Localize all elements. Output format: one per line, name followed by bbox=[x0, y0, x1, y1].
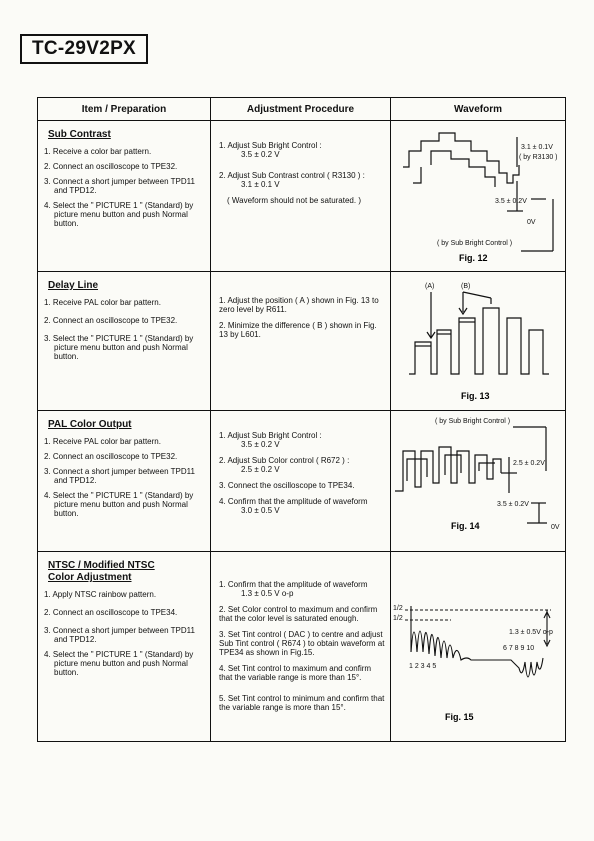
label-d: 0V bbox=[527, 219, 536, 226]
header-waveform: Waveform bbox=[391, 98, 566, 121]
figure-label: Fig. 14 bbox=[451, 521, 480, 531]
procedure-step: 3. Connect the oscilloscope to TPE34. bbox=[219, 481, 355, 490]
label-d: 6 7 8 9 10 bbox=[503, 645, 535, 652]
item-cell bbox=[38, 411, 211, 552]
waveform-cell bbox=[391, 121, 566, 272]
step: 3. Connect a short jumper between TPD11 and TPD12. bbox=[44, 626, 195, 644]
section-title: PAL Color Output bbox=[48, 419, 132, 430]
waveform-figure-12 bbox=[391, 121, 566, 271]
label-c: 3.5 ± 0.2V bbox=[495, 198, 527, 205]
procedure-cell bbox=[211, 121, 391, 272]
procedure-cell bbox=[211, 552, 391, 742]
procedure-step: 4. Confirm that the amplitude of waveform 3.0 ± 0.5 V bbox=[219, 497, 368, 515]
waveform-cell bbox=[391, 411, 566, 552]
waveform-figure-14 bbox=[391, 411, 566, 551]
procedure-step: 2. Set Color control to maximum and confirm that the color level is saturated enough. bbox=[219, 605, 378, 623]
figure-label: Fig. 12 bbox=[459, 253, 488, 263]
step: 2. Connect an oscilloscope to TPE32. bbox=[44, 316, 178, 325]
figure-label: Fig. 15 bbox=[445, 712, 474, 722]
label-c: 3.5 ± 0.2V bbox=[497, 501, 529, 508]
adjustment-table bbox=[37, 97, 566, 742]
procedure-step: 1. Adjust the position ( A ) shown in Fig. 13 to zero level by R611. bbox=[219, 296, 379, 314]
procedure-step: 1. Confirm that the amplitude of waveform 1.3 ± 0.5 V o-p bbox=[219, 580, 368, 598]
waveform-figure-13 bbox=[391, 272, 566, 410]
procedure-cell bbox=[211, 272, 391, 411]
label-a: 1/2 bbox=[393, 605, 403, 612]
row-sub-contrast bbox=[38, 121, 566, 272]
label-c: 1.3 ± 0.5V o-p bbox=[509, 629, 553, 636]
procedure-step: 1. Adjust Sub Bright Control : 3.5 ± 0.2 V bbox=[219, 431, 322, 449]
procedure-cell bbox=[211, 411, 391, 552]
procedure-step: 3. Set Tint control ( DAC ) to centre and adjust Sub Tint control ( R674 ) to obtain waveform at TPE34 as shown in Fig.15. bbox=[219, 630, 385, 657]
label-b: (B) bbox=[461, 283, 471, 290]
step-list bbox=[38, 590, 210, 677]
model-number: TC-29V2PX bbox=[20, 34, 148, 64]
header-row bbox=[38, 98, 566, 121]
header-item: Item / Preparation bbox=[38, 98, 211, 121]
label-e: ( by Sub Bright Control ) bbox=[437, 240, 513, 247]
procedure-step: 5. Set Tint control to minimum and confirm that the variable range is more than 15°. bbox=[219, 694, 385, 712]
label-b: ( by R3130 ) bbox=[519, 154, 558, 161]
section-title: Delay Line bbox=[48, 280, 99, 291]
label-a: 3.1 ± 0.1V bbox=[521, 144, 553, 151]
procedure-step: 2. Adjust Sub Contrast control ( R3130 ) : 3.1 ± 0.1 V bbox=[219, 171, 365, 189]
item-cell bbox=[38, 272, 211, 411]
section-title: NTSC / Modified NTSC Color Adjustment bbox=[48, 560, 155, 583]
step: 3. Connect a short jumper between TPD11 and TPD12. bbox=[44, 177, 195, 195]
item-cell bbox=[38, 121, 211, 272]
item-cell bbox=[38, 552, 211, 742]
row-delay-line bbox=[38, 272, 566, 411]
step: 1. Receive PAL color bar pattern. bbox=[44, 298, 161, 307]
label-b: 1/2 bbox=[393, 615, 403, 622]
procedure-step: 1. Adjust Sub Bright Control : 3.5 ± 0.2 V bbox=[219, 141, 322, 159]
label-b: 2.5 ± 0.2V bbox=[513, 460, 545, 467]
figure-label: Fig. 13 bbox=[461, 391, 490, 401]
step: 2. Connect an oscilloscope to TPE32. bbox=[44, 452, 178, 461]
procedure-step: 2. Minimize the difference ( B ) shown in Fig. 13 by L601. bbox=[219, 321, 377, 339]
step: 3. Connect a short jumper between TPD11 and TPD12. bbox=[44, 467, 195, 485]
step-list bbox=[38, 147, 210, 228]
step: 2. Connect an oscilloscope to TPE32. bbox=[44, 162, 178, 171]
step-list bbox=[38, 298, 210, 361]
label-a: ( by Sub Bright Control ) bbox=[435, 418, 511, 425]
label-a: (A) bbox=[425, 283, 435, 290]
procedure-step: 2. Adjust Sub Color control ( R672 ) : 2.5 ± 0.2 V bbox=[219, 456, 350, 474]
procedure-step: 4. Set Tint control to maximum and confirm that the variable range is more than 15°. bbox=[219, 664, 372, 682]
step-list bbox=[38, 437, 210, 518]
step: 4. Select the " PICTURE 1 " (Standard) by picture menu button and push Normal button. bbox=[44, 650, 194, 677]
label-d: 0V bbox=[551, 524, 560, 531]
step: 4. Select the " PICTURE 1 " (Standard) by picture menu button and push Normal button. bbox=[44, 491, 194, 518]
section-title: Sub Contrast bbox=[48, 129, 111, 140]
step: 1. Receive a color bar pattern. bbox=[44, 147, 152, 156]
waveform-figure-15 bbox=[391, 552, 566, 740]
waveform-cell bbox=[391, 552, 566, 742]
waveform-cell bbox=[391, 272, 566, 411]
step: 2. Connect an oscilloscope to TPE34. bbox=[44, 608, 178, 617]
header-procedure: Adjustment Procedure bbox=[211, 98, 391, 121]
step: 1. Apply NTSC rainbow pattern. bbox=[44, 590, 157, 599]
row-pal-color-output bbox=[38, 411, 566, 552]
row-ntsc-color-adjustment bbox=[38, 552, 566, 742]
label-e: 1 2 3 4 5 bbox=[409, 663, 437, 670]
step: 3. Select the " PICTURE 1 " (Standard) by picture menu button and push Normal button. bbox=[44, 334, 194, 361]
procedure-note: ( Waveform should not be saturated. ) bbox=[227, 196, 361, 205]
step: 4. Select the " PICTURE 1 " (Standard) by picture menu button and push Normal button. bbox=[44, 201, 194, 228]
step: 1. Receive PAL color bar pattern. bbox=[44, 437, 161, 446]
